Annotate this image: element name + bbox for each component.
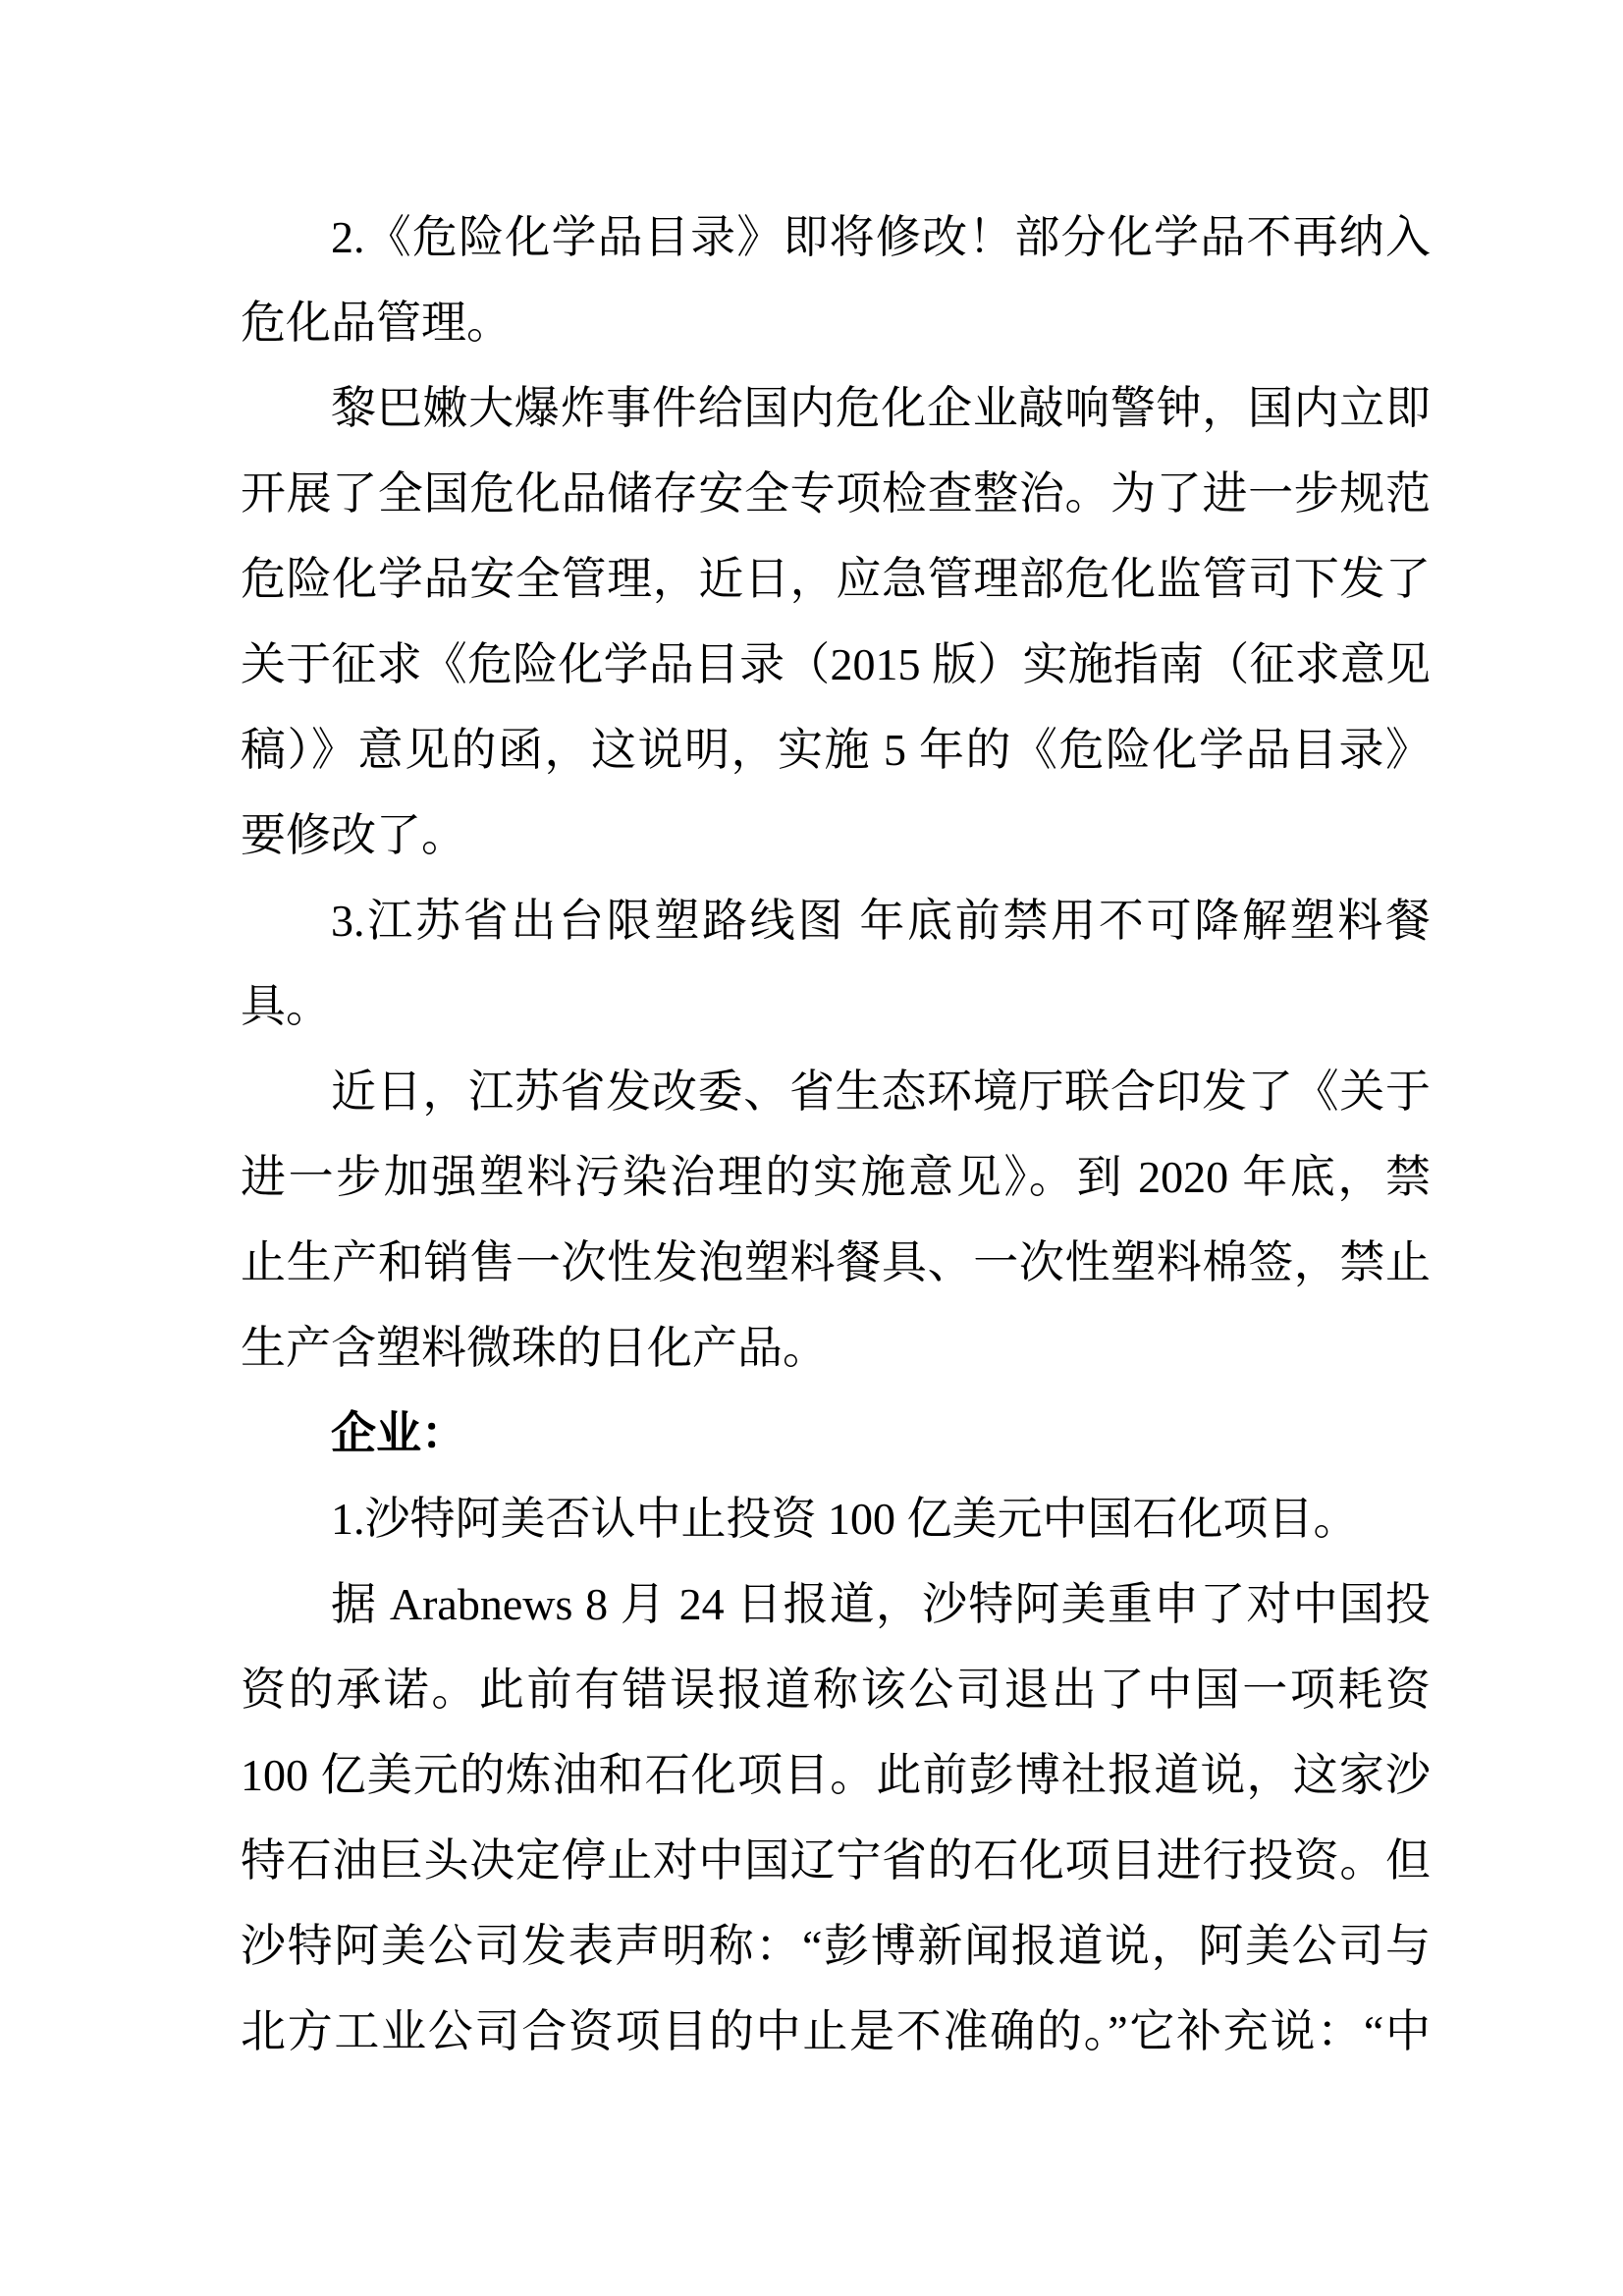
text-line: 沙特阿美公司发表声明称：“彭博新闻报道说，阿美公司与 — [241, 1921, 1431, 1971]
text-line: 特石油巨头决定停止对中国辽宁省的石化项目进行投资。但 — [241, 1835, 1431, 1886]
section-heading: 企业： — [331, 1408, 466, 1458]
text-content — [241, 194, 1431, 2074]
text-line: 生产含塑料微珠的日化产品。 — [241, 1323, 828, 1373]
text-line: 近日，江苏省发改委、省生态环境厅联合印发了《关于 — [331, 1066, 1431, 1117]
text-line: 资的承诺。此前有错误报道称该公司退出了中国一项耗资 — [241, 1665, 1431, 1715]
text-line: 进一步加强塑料污染治理的实施意见》。到 2020 年底，禁 — [241, 1152, 1431, 1202]
text-line: 危化品管理。 — [241, 298, 512, 348]
text-line: 关于征求《危险化学品目录（2015 版）实施指南（征求意见 — [241, 639, 1431, 689]
text-line: 黎巴嫩大爆炸事件给国内危化企业敲响警钟，国内立即 — [331, 383, 1431, 433]
text-line: 据 Arabnews 8 月 24 日报道，沙特阿美重申了对中国投 — [331, 1579, 1431, 1629]
text-line: 具。 — [241, 981, 331, 1031]
text-line: 止生产和销售一次性发泡塑料餐具、一次性塑料棉签，禁止 — [241, 1237, 1431, 1287]
text-line: 100 亿美元的炼油和石化项目。此前彭博社报道说，这家沙 — [241, 1750, 1431, 1800]
text-line: 危险化学品安全管理，近日，应急管理部危化监管司下发了 — [241, 554, 1431, 604]
text-line: 开展了全国危化品储存安全专项检查整治。为了进一步规范 — [241, 468, 1431, 519]
text-line: 3.江苏省出台限塑路线图 年底前禁用不可降解塑料餐 — [331, 896, 1431, 946]
text-line: 北方工业公司合资项目的中止是不准确的。”它补充说：“中 — [241, 2006, 1431, 2056]
text-line: 要修改了。 — [241, 810, 466, 860]
text-line: 1.沙特阿美否认中止投资 100 亿美元中国石化项目。 — [331, 1494, 1359, 1544]
text-line: 稿）》意见的函，这说明，实施 5 年的《危险化学品目录》 — [241, 725, 1431, 775]
text-line: 2.《危险化学品目录》即将修改！部分化学品不再纳入 — [331, 212, 1431, 262]
